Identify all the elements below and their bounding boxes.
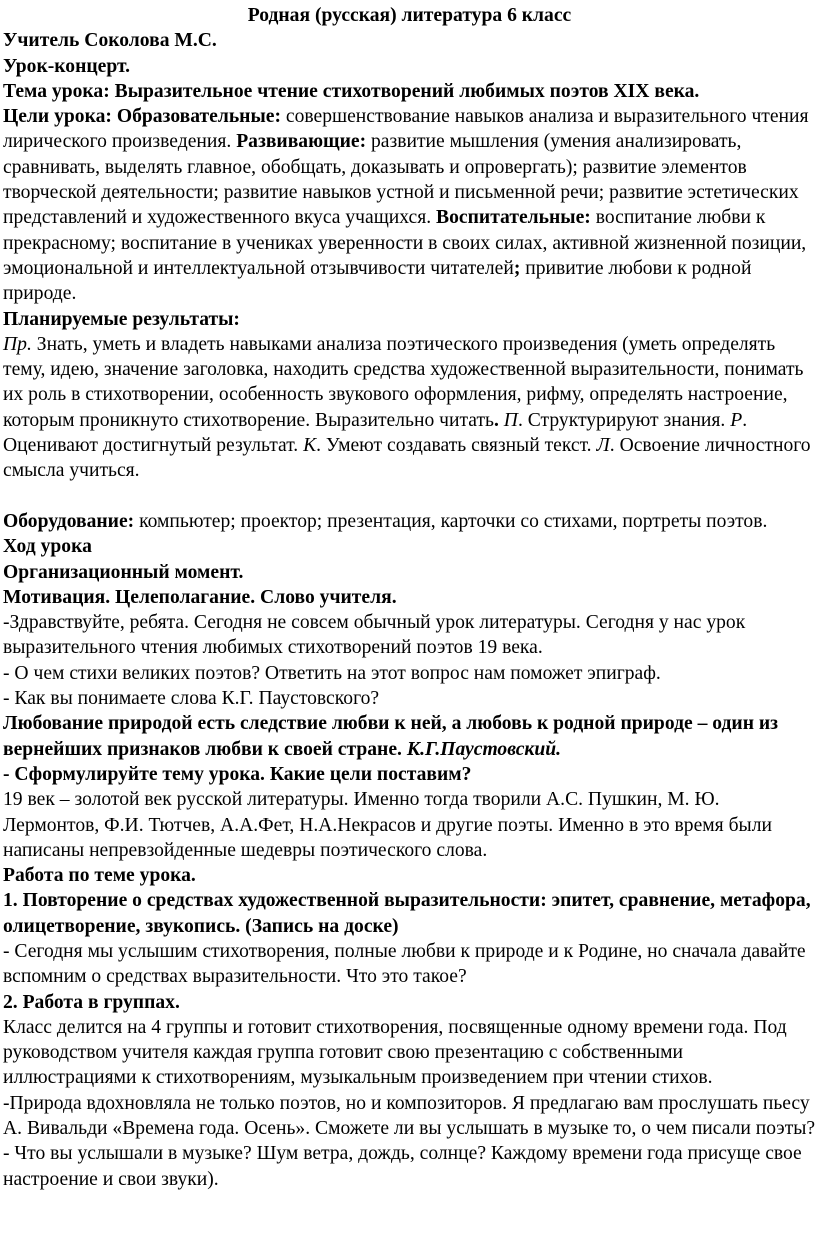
goals-dev-text: развитие мышления (умения анализировать, сравнивать, выделять главное, обобщать, доказывать и опровергать); развитие элементов творческой деятельности; развитие навыков устной и письменной речи; развитие эстетических представлений и художественного вкуса учащихся. [3,131,799,229]
results-dot: . [493,409,499,431]
results-l-text: . Освоение личностного смысла учиться. [3,435,811,482]
epigraph [3,711,816,762]
lesson-type: Урок-концерт. [3,55,131,77]
equipment-label: Оборудование: [3,510,135,532]
course-line-2: - О чем стихи великих поэтов? Ответить на этот вопрос нам поможет эпиграф. [3,662,661,684]
lesson-goals [3,104,816,306]
goals-edu-label: Образовательные: [116,106,281,128]
results-r-text: . Оценивают достигнутый результат. [3,409,748,457]
teacher-line: Учитель Соколова М.С. [3,30,217,52]
topic-text: Выразительное чтение стихотворений любимых поэтов XIX века. [114,80,700,102]
results-r: Р [730,409,743,431]
results-p-text: . Структурируют знания. [517,409,731,431]
work-item-2: 2. Работа в группах. [3,991,180,1013]
results-k-text: . Умеют создавать связный текст. [316,435,597,457]
topic-label: Тема урока: [3,80,115,102]
lesson-topic [3,79,816,104]
results-heading: Планируемые результаты: [3,308,240,330]
course-line-4: 19 век – золотой век русской литературы. Именно тогда творили А.С. Пушкин, М. Ю. Лермонтов, Ф.И. Тютчев, А.А.Фет, Н.А.Некрасов и другие поэты. Именно в это время были написаны непревзойденные шедевры поэтического слова. [3,789,772,861]
course-question: - Сформулируйте тему урока. Какие цели поставим? [3,763,472,785]
goals-upbringing-tail: привитие любови к родной природе. [3,257,752,305]
document-title: Родная (русская) литература 6 класс [247,5,572,26]
blank-line [3,484,816,509]
course-org: Организационный момент. [3,561,244,583]
results-pr-text: Знать, уметь и владеть навыками анализа поэтического произведения (уметь определять тему, идею, значение заголовка, находить средства художественной выразительности, понимать их роль в стихотворении, особенность звукового оформления, рифму, определять настроение, которым проникнуто стихотворение. Выразительно читать [3,333,804,431]
goals-semicolon: ; [513,257,521,279]
work-item-1: 1. Повторение о средствах художественной выразительности: эпитет, сравнение, метафора, олицетворение, звукопись. (Запись на доске) [3,890,811,937]
equipment [3,509,816,534]
results-l: Л [596,435,610,457]
course-motivation: Мотивация. Целеполагание. Слово учителя. [3,586,397,608]
goals-edu-text: совершенствование навыков анализа и выразительного чтения лирического произведения. [3,106,809,153]
results-p: П [503,409,518,431]
goals-upbringing-text: воспитание любви к прекрасному; воспитание в учениках уверенности в своих силах, активной жизненной позиции, эмоциональной и интеллектуальной отзывчивости читателей [3,207,807,279]
course-line-1: -Здравствуйте, ребята. Сегодня не совсем обычный урок литературы. Сегодня у нас урок выразительного чтения любимых стихотворений поэтов 19 века. [3,612,746,659]
work-item-1-text: - Сегодня мы услышим стихотворения, полные любви к природе и к Родине, но сначала давайте вспомним о средствах выразительности. Что это такое? [3,940,806,988]
work-item-2-text-3: - Что вы услышали в музыке? Шум ветра, дождь, солнце? Каждому времени года присуще свое настроение и свои звуки). [3,1143,802,1190]
course-heading: Ход урока [3,536,92,558]
goals-upbringing-label: Воспитательные: [436,207,591,229]
epigraph-author: К.Г.Паустовский. [406,738,562,760]
results-text [3,332,816,484]
goals-label: Цели урока: [3,106,117,128]
epigraph-text: Любование природой есть следствие любви к ней, а любовь к родной природе – один из вернейших признаков любви к своей стране. [3,713,779,760]
equipment-text: компьютер; проектор; презентация, карточки со стихами, портреты поэтов. [134,510,768,532]
results-pr: Пр. [3,333,32,355]
work-heading: Работа по теме урока. [3,865,196,887]
work-item-2-text-2: -Природа вдохновляла не только поэтов, но и композиторов. Я предлагаю вам прослушать пьесу А. Вивальди «Времена года. Осень». Сможете ли вы услышать в музыке то, о чем писали поэты? [3,1092,816,1140]
course-line-3: - Как вы понимаете слова К.Г. Паустовского? [3,688,380,710]
goals-dev-label: Развивающие: [236,131,367,153]
work-item-2-text-1: Класс делится на 4 группы и готовит стихотворения, посвященные одному времени года. Под руководством учителя каждая группа готовит свою презентацию с собственными иллюстрациями к стихотворениям, музыкальным произведением при чтении стихов. [3,1016,787,1089]
results-k: К [303,435,317,457]
